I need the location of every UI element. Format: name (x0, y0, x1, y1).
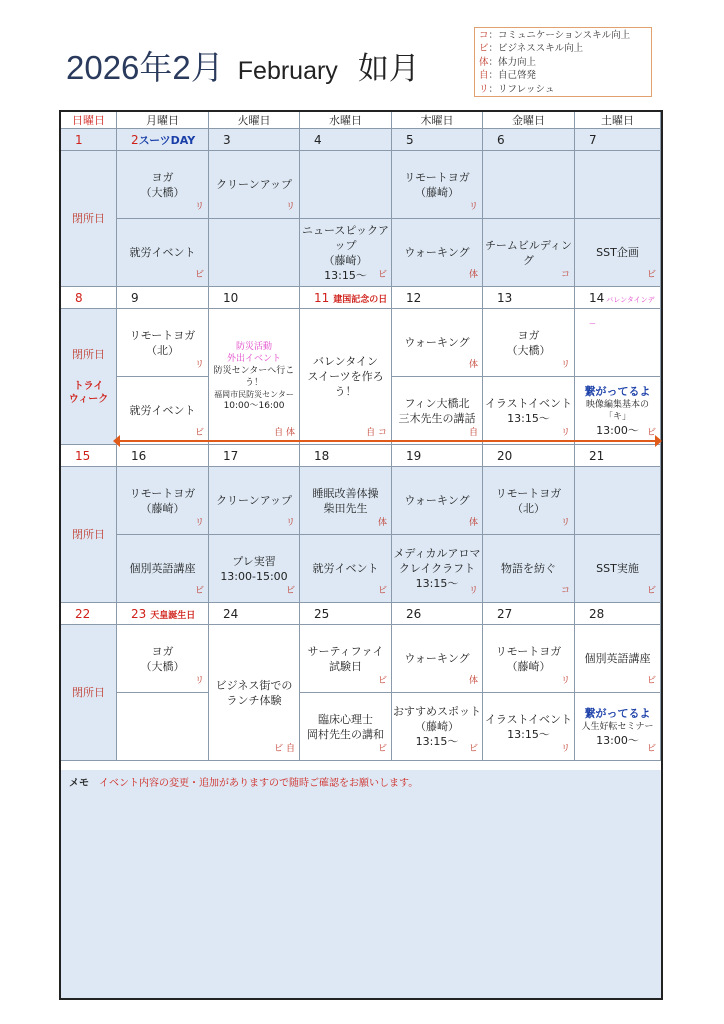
event-cell: プレ実習 13:00-15:00 ビ (209, 535, 300, 603)
date-cell: 26 (392, 603, 483, 625)
event-cell: SST実施 ビ (575, 535, 661, 603)
closed-day-cell: 閉所日 トライ ウィーク (61, 309, 117, 445)
date-cell: 9 (117, 287, 209, 309)
event-cell: リモートヨガ （藤崎） リ (392, 151, 483, 219)
weekday-header: 水曜日 (300, 112, 392, 129)
month-english: February (237, 57, 338, 85)
event-cell: 就労イベント ビ (300, 535, 392, 603)
event-cell: 繋がってるよ 映像編集基本の「キ」 13:00～ ビ (575, 377, 661, 445)
event-cell: ニュースピックアップ （藤崎） 13:15～ ビ (300, 219, 392, 287)
date-cell: 3 (209, 129, 300, 151)
event-cell: ウォーキング 体 (392, 625, 483, 693)
date-cell: 15 (61, 445, 117, 467)
date-cell: 16 (117, 445, 209, 467)
category-tag: リ (560, 360, 570, 370)
category-tag: ビ (285, 586, 295, 596)
date-cell: 2スーツDAY (117, 129, 209, 151)
event-cell: リモートヨガ （藤崎） リ (117, 467, 209, 535)
legend-item: ビ：ビジネススキル向上 (479, 43, 584, 55)
date-cell: 14 バレンタインデー (575, 287, 661, 309)
closed-day-cell: 閉所日 (61, 467, 117, 603)
category-tag: リ (285, 518, 295, 528)
date-cell: 28 (575, 603, 661, 625)
event-cell: メディカルアロマ クレイクラフト 13:15～ リ (392, 535, 483, 603)
category-tag: 体 (468, 360, 478, 370)
event-cell (575, 151, 661, 219)
weekday-header: 金曜日 (483, 112, 575, 129)
event-cell: ヨガ （大橋） リ (483, 309, 575, 377)
legend-item: リ：リフレッシュ (479, 83, 555, 95)
closed-day-cell: 閉所日 (61, 625, 117, 761)
category-tag: ビ (377, 676, 387, 686)
category-tag: 自 コ (366, 428, 387, 438)
event-cell: SST企画 ビ (575, 219, 661, 287)
date-cell: 18 (300, 445, 392, 467)
event-cell: ウォーキング 体 (392, 467, 483, 535)
date-cell: 6 (483, 129, 575, 151)
date-cell: 1 (61, 129, 117, 151)
category-tag: ビ (646, 586, 656, 596)
category-tag: リ (468, 202, 478, 212)
event-cell: 睡眠改善体操 柴田先生 体 (300, 467, 392, 535)
event-cell: おすすめスポット （藤崎） 13:15～ ビ (392, 693, 483, 761)
event-cell: リモートヨガ （北） リ (483, 467, 575, 535)
event-cell: 個別英語講座 ビ (117, 535, 209, 603)
category-tag: リ (560, 428, 570, 438)
event-cell (483, 151, 575, 219)
date-cell: 22 (61, 603, 117, 625)
category-tag: リ (285, 202, 295, 212)
event-cell (575, 467, 661, 535)
event-cell: サーティファイ 試験日 ビ (300, 625, 392, 693)
date-cell: 24 (209, 603, 300, 625)
category-tag: コ (560, 586, 570, 596)
event-cell: ウォーキング 体 (392, 309, 483, 377)
category-tag: コ (560, 270, 570, 280)
category-tag: ビ (377, 270, 387, 280)
date-cell: 25 (300, 603, 392, 625)
merged-event-cell: ビジネス街での ランチ体験 ビ 自 (209, 625, 300, 761)
event-cell: 就労イベント ビ (117, 377, 209, 445)
memo-area (61, 770, 661, 998)
category-tag: ビ (646, 676, 656, 686)
category-tag: ビ (377, 744, 387, 754)
event-cell (300, 151, 392, 219)
date-cell: 10 (209, 287, 300, 309)
legend-item: コ：コミュニケーションスキル向上 (479, 30, 631, 41)
event-cell: クリーンアップ リ (209, 467, 300, 535)
event-cell (575, 309, 661, 377)
category-tag: 自 体 (274, 428, 295, 438)
try-week-arrow (119, 440, 656, 442)
date-cell: 21 (575, 445, 661, 467)
category-tag: ビ (646, 270, 656, 280)
category-tag: リ (560, 676, 570, 686)
category-tag: リ (194, 360, 204, 370)
merged-event-cell: バレンタイン スイーツを作ろう！ 自 コ (300, 309, 392, 445)
weekday-header: 土曜日 (575, 112, 661, 129)
category-tag: ビ (646, 428, 656, 438)
category-tag: 体 (377, 518, 387, 528)
date-cell: 11 建国記念の日 (300, 287, 392, 309)
date-cell: 5 (392, 129, 483, 151)
date-cell: 12 (392, 287, 483, 309)
date-cell: 7 (575, 129, 661, 151)
category-tag: ビ (646, 744, 656, 754)
category-tag: リ (468, 586, 478, 596)
category-legend (474, 27, 652, 97)
event-cell: 臨床心理士 岡村先生の講和 ビ (300, 693, 392, 761)
event-cell: 個別英語講座 ビ (575, 625, 661, 693)
date-cell: 23 天皇誕生日 (117, 603, 209, 625)
event-cell (209, 219, 300, 287)
weekday-header: 木曜日 (392, 112, 483, 129)
calendar-title (66, 42, 420, 89)
category-tag: リ (560, 518, 570, 528)
event-cell: ウォーキング 体 (392, 219, 483, 287)
event-cell: 繋がってるよ 人生好転セミナー 13:00～ ビ (575, 693, 661, 761)
category-tag: リ (560, 744, 570, 754)
event-cell: フィン大橋北 三木先生の講話 自 (392, 377, 483, 445)
category-tag: リ (194, 518, 204, 528)
merged-event-cell: 防災活動 外出イベント 防災センターへ行こう！ 福岡市民防災センター 10:00～16:00 自 体 (209, 309, 300, 445)
event-cell: チームビルディング コ (483, 219, 575, 287)
date-cell: 19 (392, 445, 483, 467)
event-cell: ヨガ （大橋） リ (117, 151, 209, 219)
event-cell: クリーンアップ リ (209, 151, 300, 219)
date-cell: 8 (61, 287, 117, 309)
event-cell: リモートヨガ （北） リ (117, 309, 209, 377)
category-tag: リ (194, 676, 204, 686)
category-tag: ビ (377, 586, 387, 596)
date-cell: 27 (483, 603, 575, 625)
event-cell: イラストイベント 13:15～ リ (483, 693, 575, 761)
month-japanese: 如月 (357, 51, 420, 86)
event-cell: 就労イベント ビ (117, 219, 209, 287)
legend-item: 自：自己啓発 (479, 70, 537, 82)
date-cell: 20 (483, 445, 575, 467)
category-tag: 体 (468, 270, 478, 280)
date-cell: 13 (483, 287, 575, 309)
event-cell: リモートヨガ （藤崎） リ (483, 625, 575, 693)
category-tag: リ (194, 202, 204, 212)
category-tag: ビ (194, 428, 204, 438)
memo-text: イベント内容の変更・追加がありますので随時ご確認をお願いします。 (99, 778, 419, 789)
date-cell: 4 (300, 129, 392, 151)
weekday-header: 月曜日 (117, 112, 209, 129)
category-tag: ビ (194, 270, 204, 280)
category-tag: 自 (468, 428, 478, 438)
category-tag: ビ 自 (274, 744, 295, 754)
event-cell: イラストイベント 13:15～ リ (483, 377, 575, 445)
category-tag: ビ (194, 586, 204, 596)
calendar-grid (59, 110, 663, 1000)
legend-item: 体：体力向上 (479, 56, 537, 68)
memo-label: メモ (69, 778, 89, 789)
event-cell: ヨガ （大橋） リ (117, 625, 209, 693)
category-tag: 体 (468, 518, 478, 528)
date-cell: 17 (209, 445, 300, 467)
category-tag: 体 (468, 676, 478, 686)
weekday-header: 火曜日 (209, 112, 300, 129)
category-tag: ビ (468, 744, 478, 754)
event-cell: 物語を紡ぐ コ (483, 535, 575, 603)
event-cell (117, 693, 209, 761)
weekday-header: 日曜日 (61, 112, 117, 129)
closed-day-cell: 閉所日 (61, 151, 117, 287)
year-month: 2026年2月 (66, 49, 224, 86)
